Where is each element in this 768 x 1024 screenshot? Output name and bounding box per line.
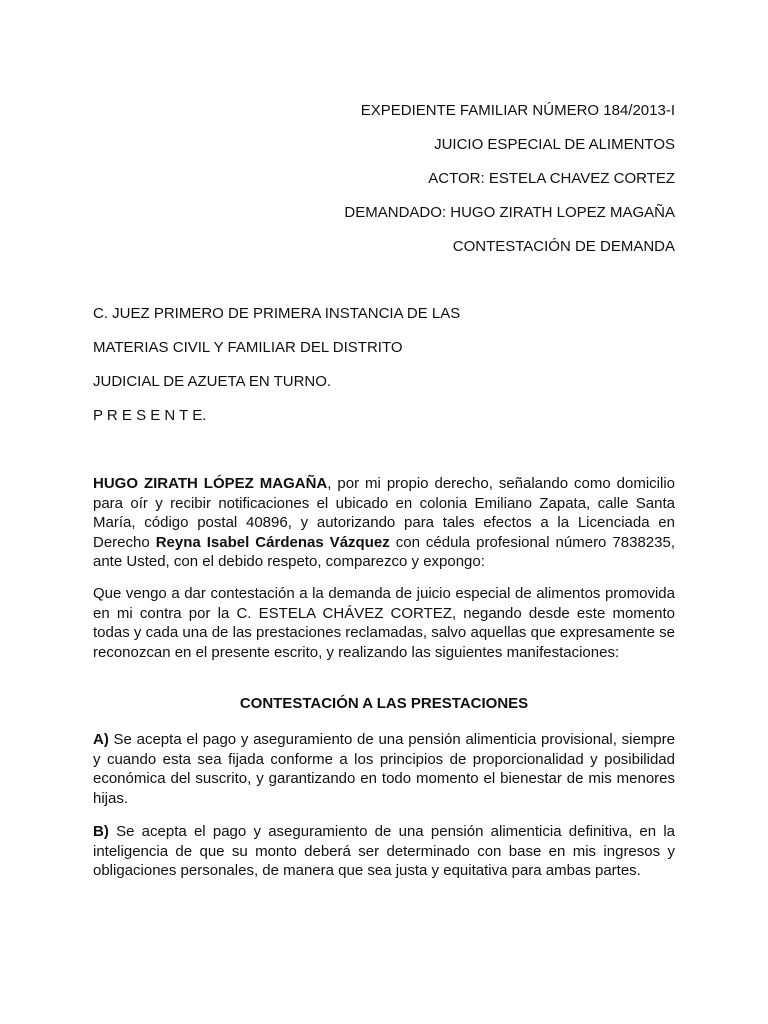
section-title: CONTESTACIÓN A LAS PRESTACIONES xyxy=(239,695,529,712)
addressee-line-3: JUDICIAL DE AZUETA EN TURNO. xyxy=(93,373,332,390)
defendant-name: HUGO ZIRATH LÓPEZ MAGAÑA xyxy=(93,475,328,492)
item-b-text: Se acepta el pago y aseguramiento de una pensión alimenticia definitiva, en la inteligencia de que su monto deberá ser determinado con base en mis ingresos y obligaciones personales, de manera que sea justa y equitativa para ambas partes. xyxy=(93,823,675,879)
item-a xyxy=(93,730,675,808)
intro-paragraph xyxy=(93,474,675,572)
trial-type: JUICIO ESPECIAL DE ALIMENTOS xyxy=(434,136,675,153)
intro-text-1: , por mi propio derecho, señalando como domicilio para oír y recibir notificaciones el ubicado en colonia Emiliano Zapata, calle Santa María, código postal 40896, y autorizando para tales efectos a la Licenciada en Derecho xyxy=(93,475,676,551)
intro-text-2: con cédula profesional número 7838235, ante Usted, con el debido respeto, comparezco y expongo: xyxy=(93,533,675,570)
case-number: EXPEDIENTE FAMILIAR NÚMERO 184/2013-I xyxy=(360,102,675,119)
plaintiff: ACTOR: ESTELA CHAVEZ CORTEZ xyxy=(428,170,675,187)
addressee-line-1: C. JUEZ PRIMERO DE PRIMERA INSTANCIA DE LAS xyxy=(93,305,461,322)
item-a-text: Se acepta el pago y aseguramiento de una pensión alimenticia provisional, siempre y cuando esta sea fijada conforme a los principios de proporcionalidad y posibilidad económica del suscrito, y garantizando en todo momento el bienestar de mis menores hijas. xyxy=(93,731,675,807)
document-type: CONTESTACIÓN DE DEMANDA xyxy=(452,238,675,255)
lawyer-name: Reyna Isabel Cárdenas Vázquez xyxy=(155,533,390,551)
item-a-label: A) xyxy=(93,731,109,748)
presente: P R E S E N T E. xyxy=(93,407,207,424)
item-b xyxy=(93,822,675,881)
item-b-label: B) xyxy=(93,823,109,840)
defendant: DEMANDADO: HUGO ZIRATH LOPEZ MAGAÑA xyxy=(344,204,675,221)
addressee-line-2: MATERIAS CIVIL Y FAMILIAR DEL DISTRITO xyxy=(93,339,403,356)
response-paragraph: Que vengo a dar contestación a la demanda de juicio especial de alimentos promovida en mi contra por la C. ESTELA CHÁVEZ CORTEZ, negando desde este momento todas y cada una de las prestaciones reclamadas, salvo aquellas que expresamente se reconozcan en el presente escrito, y realizando las siguientes manifestaciones: xyxy=(93,585,675,661)
